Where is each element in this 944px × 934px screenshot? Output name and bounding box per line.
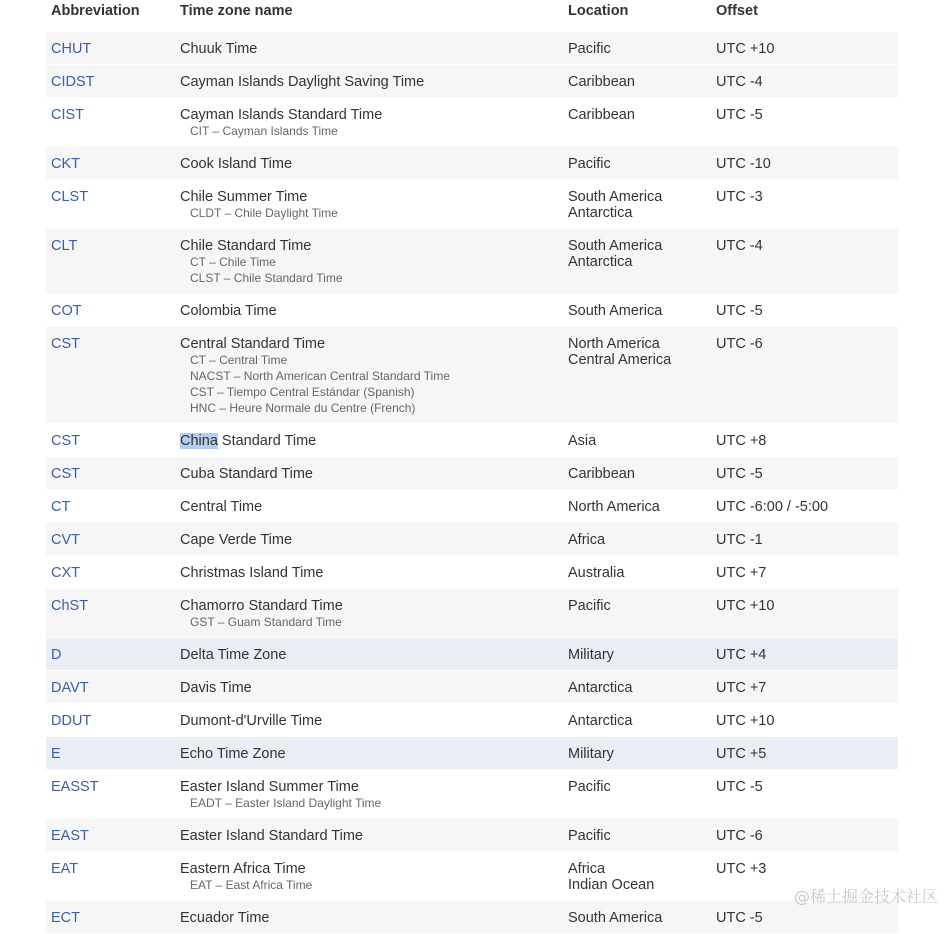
location: North America: [568, 499, 660, 515]
table-row: [46, 523, 898, 556]
table-row: [46, 457, 898, 490]
abbreviation-link[interactable]: E: [51, 746, 61, 762]
utc-offset: UTC -5: [716, 303, 763, 319]
utc-offset: UTC +7: [716, 680, 767, 696]
utc-offset: UTC -5: [716, 910, 763, 926]
table-row: [46, 327, 898, 424]
zone-name: Davis Time: [180, 680, 252, 696]
location: Asia: [568, 433, 597, 449]
location: Africa: [568, 861, 606, 877]
alternate-name: CT – Chile Time: [190, 255, 276, 269]
table-row: [46, 180, 898, 229]
location: South America: [568, 238, 663, 254]
location: Australia: [568, 565, 625, 581]
table-row: [46, 490, 898, 523]
zone-name-rest: Standard Time: [217, 433, 317, 449]
abbreviation-link[interactable]: ECT: [51, 910, 80, 926]
utc-offset: UTC +4: [716, 647, 767, 663]
zone-name: Dumont-d'Urville Time: [180, 713, 323, 729]
header-location: Location: [568, 3, 629, 19]
abbreviation-link[interactable]: CHUT: [51, 41, 92, 57]
abbreviation-link[interactable]: CKT: [51, 156, 80, 172]
abbreviation-link[interactable]: CXT: [51, 565, 80, 581]
zone-name: Central Time: [180, 499, 263, 515]
header-name: Time zone name: [180, 3, 293, 19]
utc-offset: UTC +10: [716, 598, 775, 614]
utc-offset: UTC +3: [716, 861, 767, 877]
table-row: [46, 737, 898, 770]
zone-name: Chuuk Time: [180, 41, 258, 57]
abbreviation-link[interactable]: ChST: [51, 598, 89, 614]
alternate-name: GST – Guam Standard Time: [190, 615, 342, 629]
zone-name: Delta Time Zone: [180, 647, 287, 663]
location: Antarctica: [568, 713, 633, 729]
table-row: [46, 229, 898, 294]
abbreviation-link[interactable]: CIDST: [51, 74, 95, 90]
location: Pacific: [568, 828, 611, 844]
alternate-name: CLDT – Chile Daylight Time: [190, 206, 338, 220]
abbreviation-link[interactable]: CST: [51, 336, 80, 352]
utc-offset: UTC +10: [716, 713, 775, 729]
utc-offset: UTC +7: [716, 565, 767, 581]
table-row: [46, 638, 898, 671]
table-row: [46, 98, 898, 147]
utc-offset: UTC -3: [716, 189, 763, 205]
location: Caribbean: [568, 466, 635, 482]
table-row: [46, 819, 898, 852]
zone-name: Cayman Islands Standard Time: [180, 107, 383, 123]
selected-text: China: [180, 433, 218, 449]
location: Africa: [568, 532, 606, 548]
abbreviation-link[interactable]: DDUT: [51, 713, 92, 729]
header-offset: Offset: [716, 3, 758, 19]
zone-name: Cuba Standard Time: [180, 466, 313, 482]
abbreviation-link[interactable]: DAVT: [51, 680, 89, 696]
zone-name: [180, 433, 563, 449]
table-row: [46, 671, 898, 704]
location: Pacific: [568, 598, 611, 614]
location: Antarctica: [568, 680, 633, 696]
alternate-name: CLST – Chile Standard Time: [190, 271, 343, 285]
utc-offset: UTC -1: [716, 532, 763, 548]
location: Indian Ocean: [568, 877, 655, 893]
alternate-name: EAT – East Africa Time: [190, 878, 313, 892]
abbreviation-link[interactable]: EAT: [51, 861, 79, 877]
abbreviation-link[interactable]: EAST: [51, 828, 89, 844]
alternate-name: NACST – North American Central Standard Time: [190, 369, 450, 383]
table-body: [46, 32, 898, 934]
table-row: [46, 852, 898, 901]
zone-name: Cook Island Time: [180, 156, 293, 172]
location: Antarctica: [568, 205, 633, 221]
location: South America: [568, 910, 663, 926]
header-abbreviation: Abbreviation: [51, 3, 140, 19]
location: Caribbean: [568, 107, 635, 123]
abbreviation-link[interactable]: CLT: [51, 238, 78, 254]
utc-offset: UTC -5: [716, 466, 763, 482]
table-row: [46, 901, 898, 934]
location: Pacific: [568, 779, 611, 795]
utc-offset: UTC -6: [716, 828, 763, 844]
table-row: [46, 147, 898, 180]
utc-offset: UTC +10: [716, 41, 775, 57]
location: North America: [568, 336, 660, 352]
utc-offset: UTC -5: [716, 107, 763, 123]
alternate-name: CT – Central Time: [190, 353, 288, 367]
alternate-name: HNC – Heure Normale du Centre (French): [190, 401, 416, 415]
timezone-table: [46, 0, 898, 934]
watermark: @稀土掘金技术社区: [793, 887, 938, 906]
zone-name: Echo Time Zone: [180, 746, 286, 762]
zone-name: Cayman Islands Daylight Saving Time: [180, 74, 425, 90]
alternate-name: CIT – Cayman Islands Time: [190, 124, 338, 138]
table-row: [46, 294, 898, 327]
zone-name: Chile Summer Time: [180, 189, 308, 205]
table-header: [46, 0, 898, 28]
abbreviation-link[interactable]: CIST: [51, 107, 85, 123]
utc-offset: UTC -4: [716, 238, 763, 254]
table-row: [46, 32, 898, 65]
zone-name: Chile Standard Time: [180, 238, 312, 254]
location: South America: [568, 189, 663, 205]
zone-name: Easter Island Summer Time: [180, 779, 359, 795]
table-row: [46, 589, 898, 638]
zone-name: Central Standard Time: [180, 336, 326, 352]
table-row: [46, 65, 898, 98]
zone-name: Colombia Time: [180, 303, 277, 319]
utc-offset: UTC +8: [716, 433, 767, 449]
abbreviation-link[interactable]: CLST: [51, 189, 89, 205]
zone-name: Cape Verde Time: [180, 532, 293, 548]
zone-name: Eastern Africa Time: [180, 861, 306, 877]
zone-name: Christmas Island Time: [180, 565, 324, 581]
abbreviation-link[interactable]: EASST: [51, 779, 99, 795]
location: Pacific: [568, 41, 611, 57]
abbreviation-link[interactable]: COT: [51, 303, 82, 319]
abbreviation-link[interactable]: CT: [51, 499, 71, 515]
location: Military: [568, 647, 614, 663]
table-row: [46, 424, 898, 457]
alternate-name: CST – Tiempo Central Estándar (Spanish): [190, 385, 415, 399]
utc-offset: UTC -4: [716, 74, 763, 90]
zone-name: Easter Island Standard Time: [180, 828, 363, 844]
utc-offset: UTC -5: [716, 779, 763, 795]
table-row: [46, 556, 898, 589]
abbreviation-link[interactable]: CST: [51, 433, 80, 449]
utc-offset: UTC +5: [716, 746, 767, 762]
location: Military: [568, 746, 614, 762]
location: Central America: [568, 352, 672, 368]
alternate-name: EADT – Easter Island Daylight Time: [190, 796, 382, 810]
table-row: [46, 770, 898, 819]
zone-name: Ecuador Time: [180, 910, 270, 926]
abbreviation-link[interactable]: D: [51, 647, 62, 663]
abbreviation-link[interactable]: CST: [51, 466, 80, 482]
abbreviation-link[interactable]: CVT: [51, 532, 80, 548]
zone-name: Chamorro Standard Time: [180, 598, 343, 614]
utc-offset: UTC -6: [716, 336, 763, 352]
location: Caribbean: [568, 74, 635, 90]
location: South America: [568, 303, 663, 319]
utc-offset: UTC -10: [716, 156, 771, 172]
utc-offset: UTC -6:00 / -5:00: [716, 499, 829, 515]
location: Pacific: [568, 156, 611, 172]
table-row: [46, 704, 898, 737]
location: Antarctica: [568, 254, 633, 270]
